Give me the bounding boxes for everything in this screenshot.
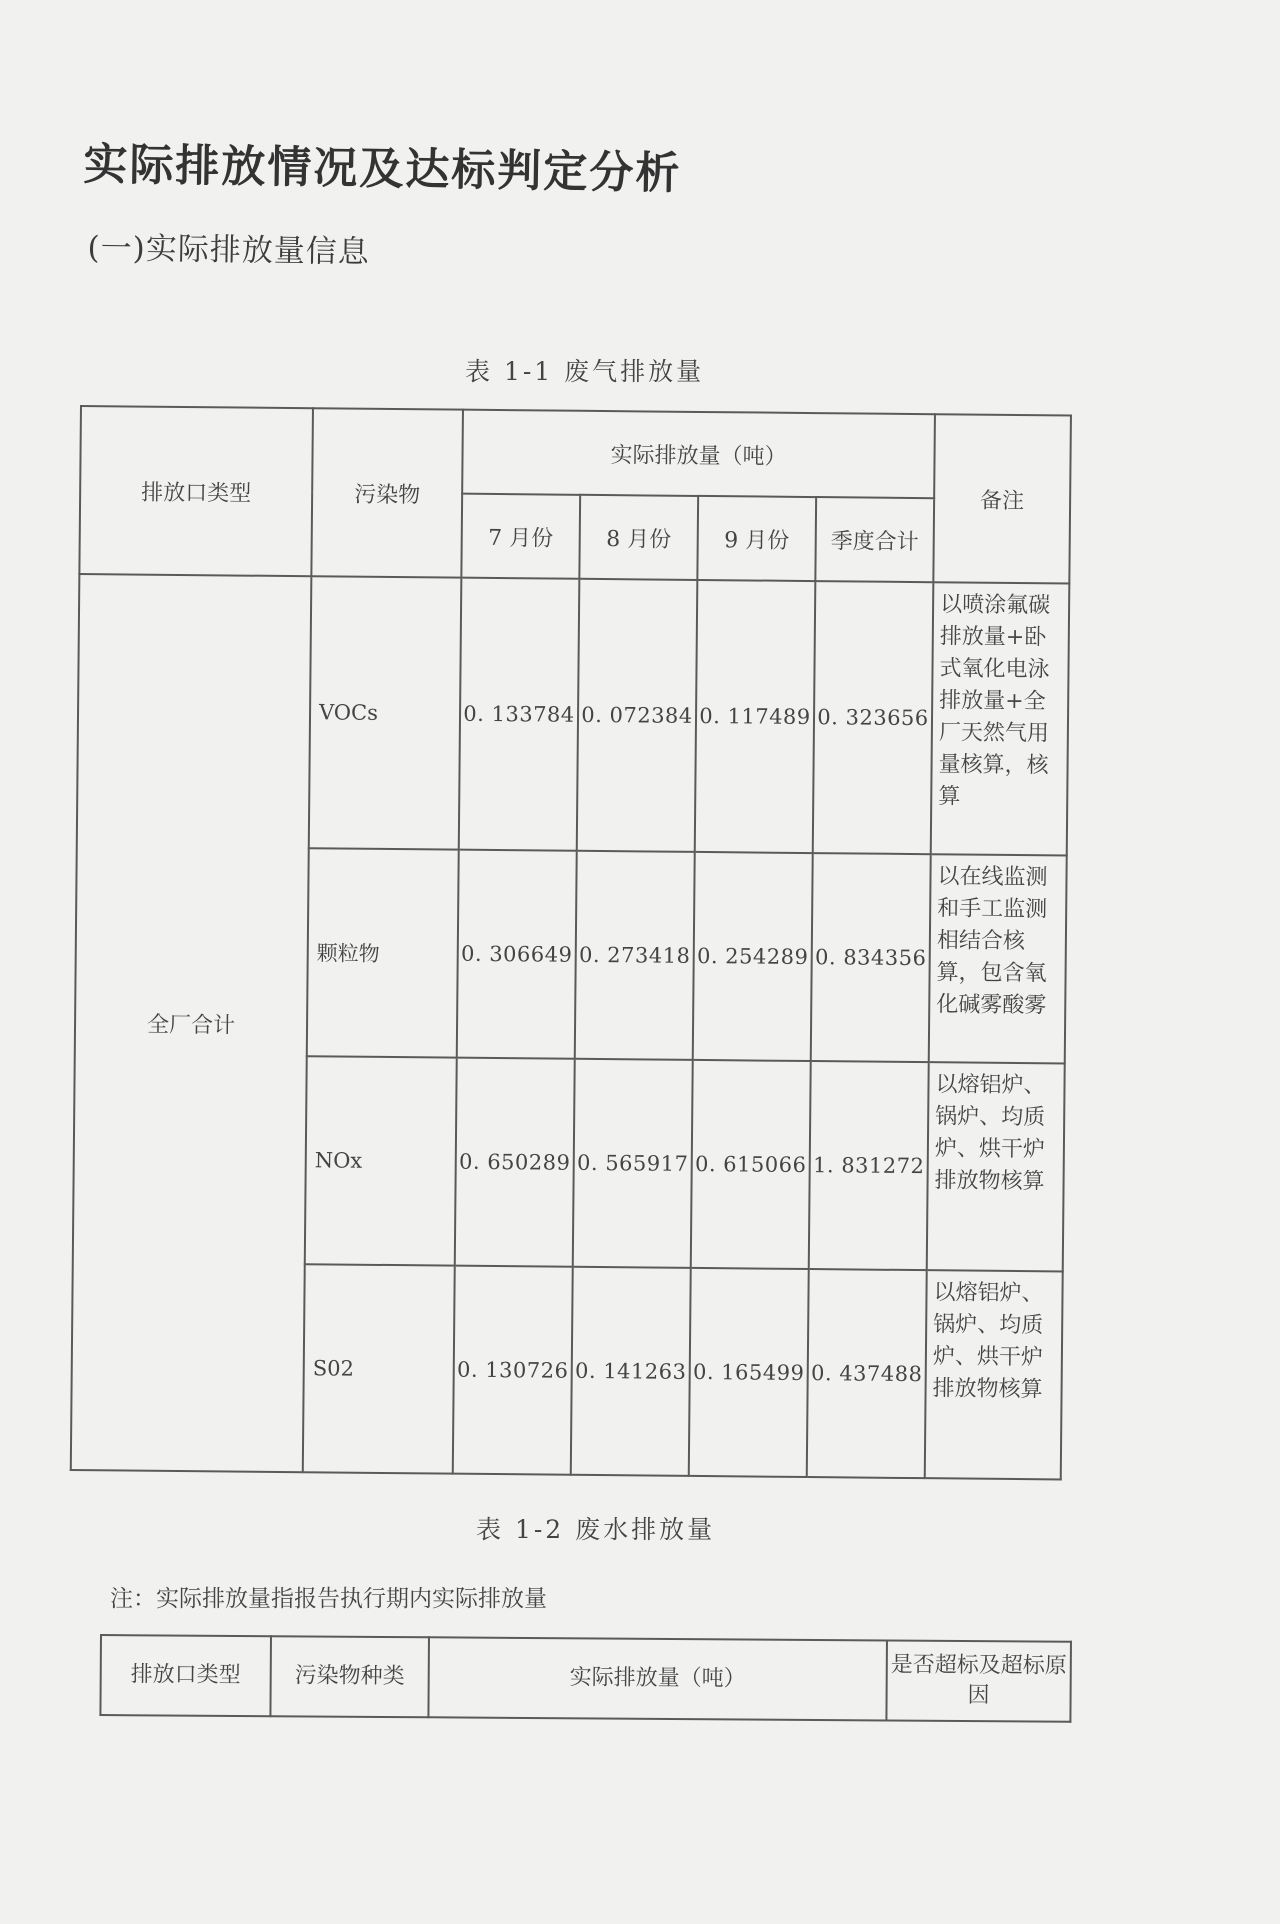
header-pollutant: 污染物 [311, 408, 463, 577]
value-cell: 0. 615066 [691, 1060, 811, 1269]
header-month-7: 7 月份 [461, 494, 580, 579]
value-cell: 0. 117489 [695, 580, 816, 853]
section-title: 实际排放情况及达标判定分析 [83, 138, 682, 200]
header-outlet-type: 排放口类型 [100, 1635, 271, 1716]
value-cell: 1. 831272 [809, 1061, 929, 1270]
value-cell: 0. 133784 [459, 578, 580, 851]
pollutant-cell: NOx [305, 1056, 457, 1265]
footnote: 注：实际排放量指报告执行期内实际排放量 [110, 1586, 547, 1612]
waste-water-emission-table [99, 1634, 1072, 1723]
header-exceed-reason: 是否超标及超标原因 [886, 1640, 1071, 1721]
subsection-title: (一)实际排放量信息 [87, 229, 371, 271]
table1-caption: 表 1-1 废气排放量 [465, 357, 705, 386]
remark-cell: 以在线监测和手工监测相结合核算，包含氧化碱雾酸雾 [929, 854, 1067, 1063]
remark-cell: 以喷涂氟碳排放量+卧式氧化电泳排放量+全厂天然气用量核算，核算 [931, 582, 1070, 855]
remark-cell: 以熔铝炉、锅炉、均质炉、烘干炉排放物核算 [925, 1270, 1063, 1479]
value-cell: 0. 437488 [807, 1269, 927, 1478]
header-remark: 备注 [933, 414, 1071, 583]
value-cell: 0. 565917 [573, 1059, 693, 1268]
header-quarter-total: 季度合计 [815, 497, 934, 582]
header-month-8: 8 月份 [579, 495, 698, 580]
value-cell: 0. 254289 [693, 852, 813, 1061]
value-cell: 0. 072384 [577, 579, 698, 852]
header-actual-emission: 实际排放量（吨） [462, 410, 935, 499]
value-cell: 0. 141263 [571, 1267, 691, 1476]
value-cell: 0. 165499 [689, 1268, 809, 1477]
pollutant-cell: 颗粒物 [307, 848, 459, 1057]
pollutant-cell: S02 [303, 1264, 455, 1473]
remark-cell: 以熔铝炉、锅炉、均质炉、烘干炉排放物核算 [927, 1062, 1065, 1271]
header-month-9: 9 月份 [697, 496, 816, 581]
waste-gas-emission-table [70, 405, 1072, 1480]
pollutant-cell: VOCs [309, 576, 462, 849]
header-outlet-type: 排放口类型 [79, 406, 313, 576]
value-cell: 0. 650289 [455, 1058, 575, 1267]
header-actual-emission: 实际排放量（吨） [428, 1637, 887, 1720]
value-cell: 0. 323656 [813, 581, 934, 854]
value-cell: 0. 306649 [457, 850, 577, 1059]
table-row [77, 574, 1070, 855]
value-cell: 0. 273418 [575, 851, 695, 1060]
header-pollutant-kind: 污染物种类 [270, 1636, 429, 1717]
value-cell: 0. 834356 [811, 853, 931, 1062]
value-cell: 0. 130726 [453, 1266, 573, 1475]
outlet-type-cell: 全厂合计 [71, 574, 312, 1472]
table2-caption: 表 1-2 废水排放量 [476, 1515, 716, 1544]
